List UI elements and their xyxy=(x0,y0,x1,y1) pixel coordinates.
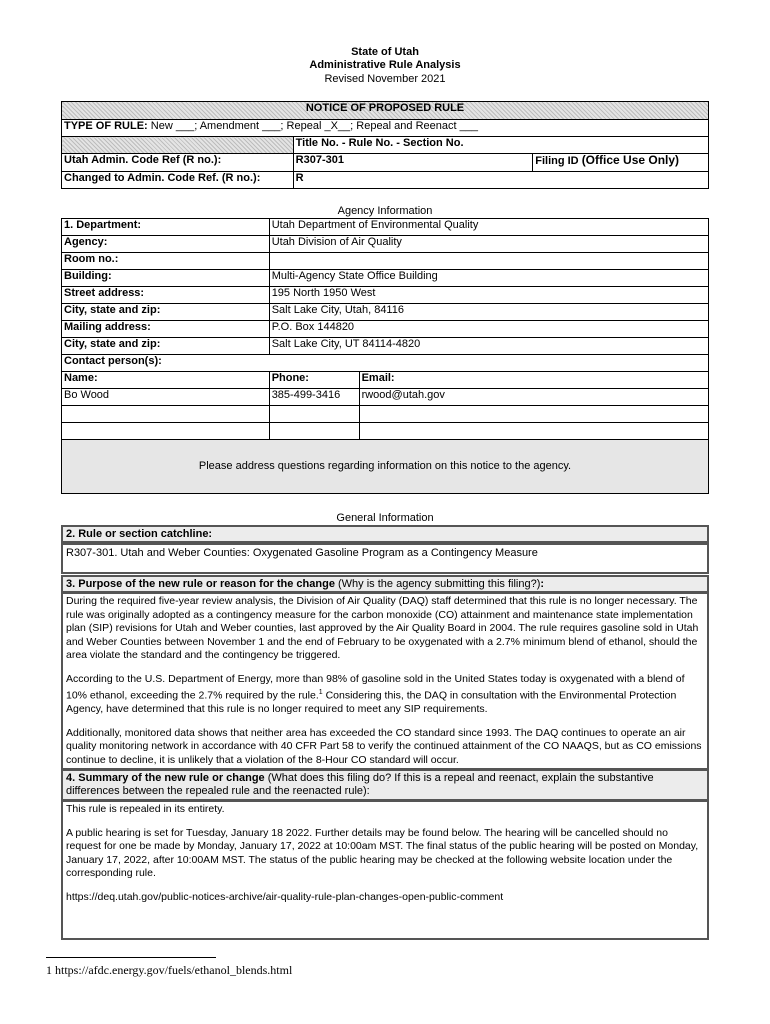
agency-row-label: City, state and zip: xyxy=(62,304,270,321)
agency-table xyxy=(61,218,709,494)
changed-code-value[interactable]: R xyxy=(293,172,708,189)
summary-paragraph: A public hearing is set for Tuesday, January 18 2022. Further details may be found below. The hearing will be cancelled should no request for one be made by Monday, January 17, 2022 at 10:00am MST. The final status of the public hearing will be posted on Monday, January 17, 2022, after 10:00AM MST. The status of the public hearing may be checked at the following website location under the corresponding rule. xyxy=(66,826,699,879)
footnote-divider xyxy=(46,957,216,958)
changed-code-label: Changed to Admin. Code Ref. (R no.): xyxy=(62,172,294,189)
notice-heading: NOTICE OF PROPOSED RULE xyxy=(62,102,709,120)
agency-row-value[interactable]: Salt Lake City, UT 84114-4820 xyxy=(269,338,708,355)
title-no-label: Title No. - Rule No. - Section No. xyxy=(293,137,708,154)
agency-section-title: Agency Information xyxy=(337,205,433,217)
contact-name-empty[interactable] xyxy=(62,406,270,423)
purpose-text: According to the U.S. Department of Energy, more than 98% of gasoline sold in the United States today is oxygenated with a blend of 10% ethanol, exceeding the 2.7% required by the rule. xyxy=(66,672,685,702)
agency-note: Please address questions regarding information on this notice to the agency. xyxy=(62,440,709,494)
purpose-hint: (Why is the agency submitting this filing?) xyxy=(338,578,541,590)
agency-row-value[interactable]: Salt Lake City, Utah, 84116 xyxy=(269,304,708,321)
purpose-text: Considering this, the DAQ in consultation with the Environmental Protection Agency, have determined that this rule is no longer required to meet any SIP requirements. xyxy=(66,689,677,715)
general-section-title: General Information xyxy=(336,512,434,524)
revision-date: Revised November 2021 xyxy=(324,73,446,85)
page-subtitle: Administrative Rule Analysis xyxy=(309,59,461,71)
filing-id-cell xyxy=(533,154,709,172)
summary-paragraph: This rule is repealed in its entirety. xyxy=(66,803,225,815)
contact-label: Contact person(s): xyxy=(62,355,709,372)
notice-table xyxy=(61,101,709,189)
purpose-paragraph xyxy=(66,673,704,717)
agency-row-label: 1. Department: xyxy=(62,219,270,236)
page-title: State of Utah xyxy=(351,46,419,58)
contact-email[interactable]: rwood@utah.gov xyxy=(359,389,708,406)
footnote[interactable]: 1 https://afdc.energy.gov/fuels/ethanol_blends.html xyxy=(46,963,293,977)
agency-row-value[interactable] xyxy=(269,253,708,270)
purpose-paragraph: Additionally, monitored data shows that neither area has exceeded the CO standard since 1993. The DAQ continues to operate an air quality monitoring network in accordance with 40 CFR Part 58 to verify the continued attainment of the CO NAAQS, but as CO emissions continue to decline, it is unlikely that a violation of the 8-Hour CO standard will occur. xyxy=(66,726,702,766)
contact-phone-empty[interactable] xyxy=(269,423,359,440)
agency-row-value[interactable]: 195 North 1950 West xyxy=(269,287,708,304)
agency-row-label: Room no.: xyxy=(62,253,270,270)
summary-link[interactable]: https://deq.utah.gov/public-notices-archive/air-quality-rule-plan-changes-open-public-comment xyxy=(66,890,504,903)
agency-row-value[interactable]: Multi-Agency State Office Building xyxy=(269,270,708,287)
agency-row-value[interactable]: Utah Division of Air Quality xyxy=(269,236,708,253)
summary-hint: (What does this filing do? If this is a repeal and reenact, explain the substantive differences between the repealed rule and the reenacted rule): xyxy=(66,772,654,797)
agency-row-value[interactable]: P.O. Box 144820 xyxy=(269,321,708,338)
agency-row-label: Mailing address: xyxy=(62,321,270,338)
catchline-label: 2. Rule or section catchline: xyxy=(66,528,213,540)
type-of-rule-row xyxy=(62,120,709,137)
agency-row-value[interactable]: Utah Department of Environmental Quality xyxy=(269,219,708,236)
contact-phone-empty[interactable] xyxy=(269,406,359,423)
type-of-rule-label: TYPE OF RULE: xyxy=(64,120,148,132)
purpose-box[interactable] xyxy=(61,592,709,770)
agency-row-label: Building: xyxy=(62,270,270,287)
contact-name[interactable]: Bo Wood xyxy=(62,389,270,406)
agency-row-label: Agency: xyxy=(62,236,270,253)
admin-code-value[interactable]: R307-301 xyxy=(293,154,533,172)
agency-row-label: Street address: xyxy=(62,287,270,304)
contact-name-header: Name: xyxy=(62,372,270,389)
contact-email-empty[interactable] xyxy=(359,423,708,440)
summary-header xyxy=(61,769,709,801)
purpose-paragraph: During the required five-year review analysis, the Division of Air Quality (DAQ) staff determined that this rule is no longer necessary. The rule was originally adopted as a contingency measure for the carbon monoxide (CO) attainment and maintenance state implementation plan (SIP) revisions for Utah and Weber counties, last approved by the Air Quality Board in 2004. The rule requires gasoline sold in Utah and Weber Counties between November 1 and the end of February to be oxygenated with a 2.7% minimum blend of ethanol, should the area violate the standard and the contingency be triggered. xyxy=(66,595,699,661)
filing-id-note: (Office Use Only) xyxy=(581,153,680,167)
admin-code-label: Utah Admin. Code Ref (R no.): xyxy=(62,154,294,172)
summary-box[interactable] xyxy=(61,800,709,940)
contact-phone-header: Phone: xyxy=(269,372,359,389)
blank-cell xyxy=(62,137,294,154)
summary-label: 4. Summary of the new rule or change xyxy=(66,772,265,784)
type-of-rule-options: New ___; Amendment ___; Repeal _X__; Repeal and Reenact ___ xyxy=(150,120,478,132)
contact-name-empty[interactable] xyxy=(62,423,270,440)
contact-email-header: Email: xyxy=(359,372,708,389)
catchline-header xyxy=(61,525,709,543)
contact-phone[interactable]: 385-499-3416 xyxy=(269,389,359,406)
footnote-ref[interactable]: 1 xyxy=(318,689,323,696)
agency-row-label: City, state and zip: xyxy=(62,338,270,355)
catchline-value: R307-301. Utah and Weber Counties: Oxygenated Gasoline Program as a Contingency Measure xyxy=(66,547,538,559)
purpose-label: 3. Purpose of the new rule or reason for the change xyxy=(66,578,335,590)
contact-email-empty[interactable] xyxy=(359,406,708,423)
purpose-header: 3. Purpose of the new rule or reason for the change (Why is the agency submitting this filing?): xyxy=(61,575,709,593)
catchline-box[interactable] xyxy=(61,543,709,574)
filing-id-label: Filing ID xyxy=(535,155,579,167)
